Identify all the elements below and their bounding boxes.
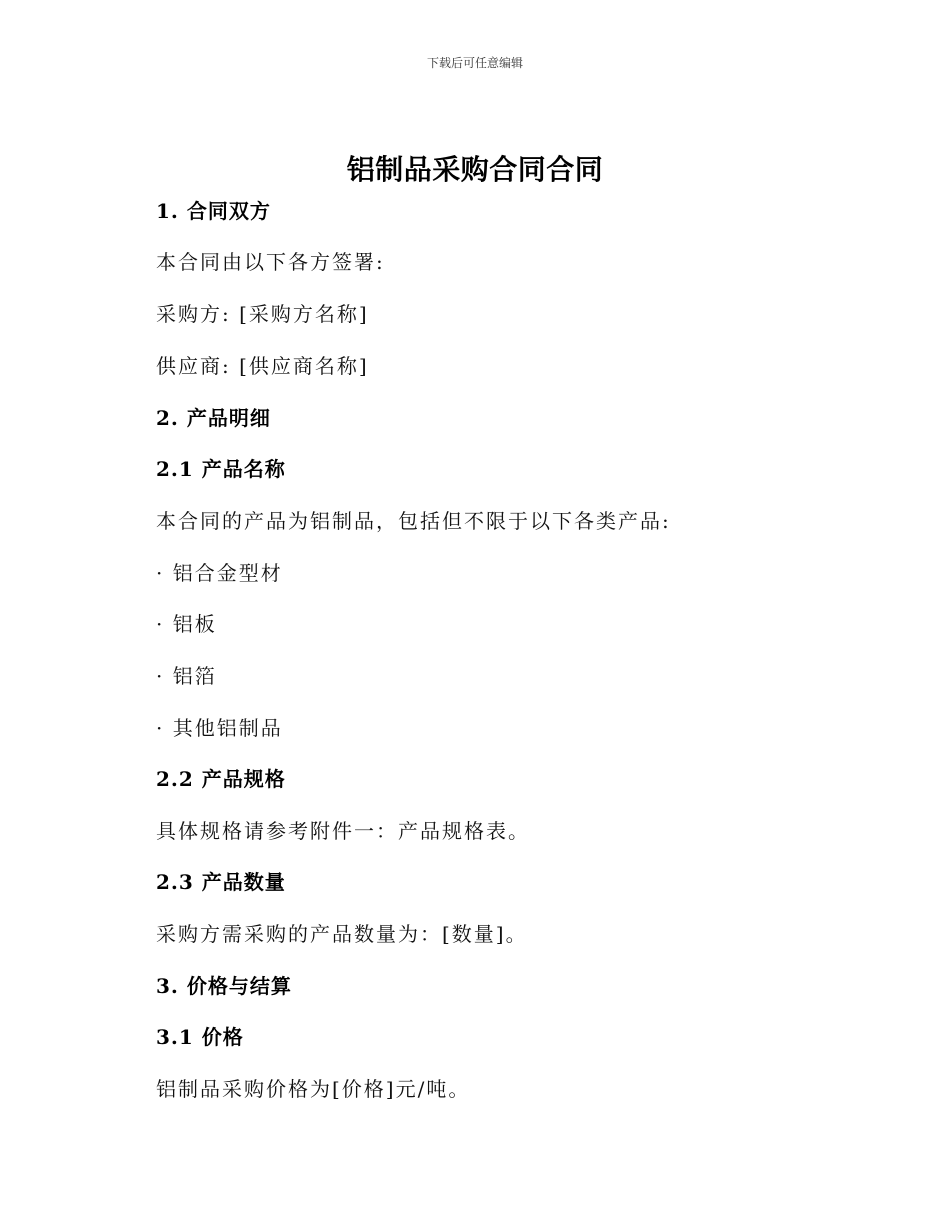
document-title: 铝制品采购合同合同	[346, 153, 604, 186]
paragraph-product-scope: 本合同的产品为铝制品，包括但不限于以下各类产品:	[156, 509, 671, 533]
list-item: · 铝合金型材	[156, 561, 283, 585]
subsection-heading-quantity: 2.3 产品数量	[156, 870, 286, 894]
paragraph-quantity: 采购方需采购的产品数量为：[数量]。	[156, 922, 528, 946]
list-item: · 其他铝制品	[156, 716, 283, 740]
paragraph-spec-reference: 具体规格请参考附件一：产品规格表。	[156, 819, 530, 843]
subsection-heading-price: 3.1 价格	[156, 1025, 244, 1049]
section-heading-price-settlement: 3. 价格与结算	[156, 974, 292, 998]
list-item: · 铝板	[156, 612, 217, 636]
paragraph-purchaser: 采购方: [采购方名称]	[156, 302, 369, 326]
section-heading-parties: 1. 合同双方	[156, 199, 271, 223]
subsection-heading-product-spec: 2.2 产品规格	[156, 767, 286, 791]
subsection-heading-product-name: 2.1 产品名称	[156, 457, 286, 481]
list-item: · 铝箔	[156, 664, 217, 688]
section-heading-products: 2. 产品明细	[156, 406, 271, 430]
paragraph-price: 铝制品采购价格为[价格]元/吨。	[156, 1077, 471, 1101]
header-note: 下载后可任意编辑	[426, 56, 523, 70]
paragraph-signing: 本合同由以下各方签署:	[156, 250, 385, 274]
paragraph-supplier: 供应商: [供应商名称]	[156, 354, 369, 378]
